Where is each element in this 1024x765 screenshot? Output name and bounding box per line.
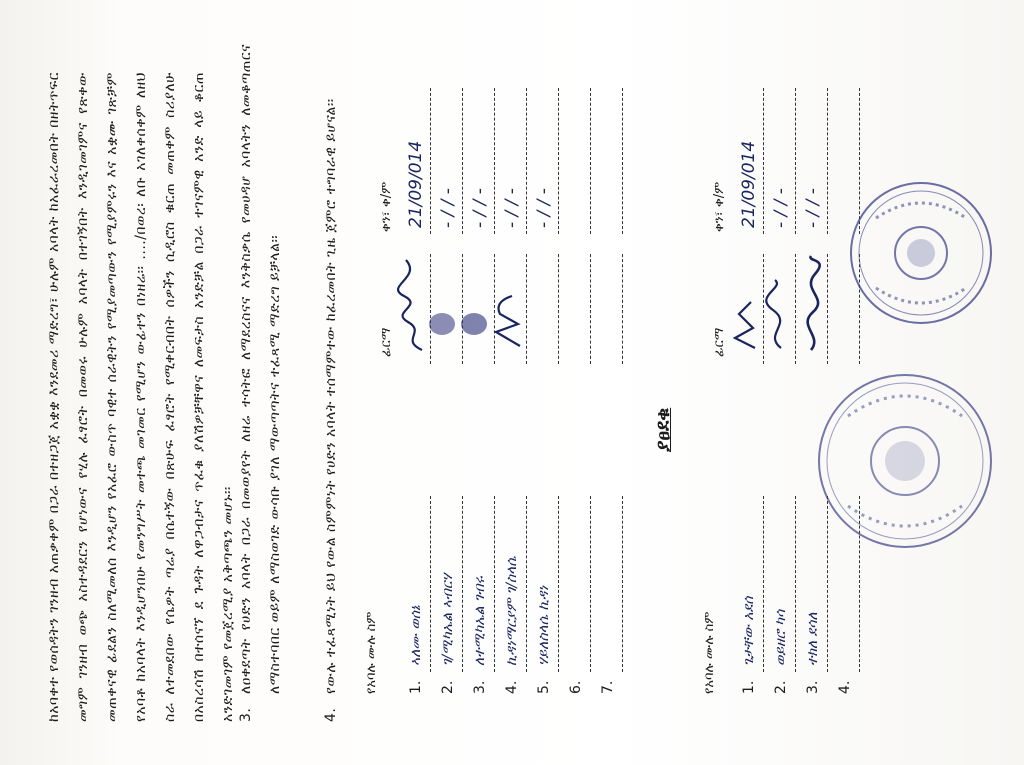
clause-4-text: የውሉ ተፈጻሚነት ይህ የውል ስምምነት የሀድን አባላት ተሰማምተው ከፈረመበት ጊዜ ጀምሮ ተግባራዊ ይሆናል፡፡ — [323, 98, 339, 694]
clause-3-number: 3. — [238, 707, 254, 722]
approver-name: ጌታቸው አደሰ — [737, 496, 764, 672]
member-name: ኣለሙ ወሰኔ — [404, 496, 431, 672]
member-row — [564, 74, 594, 694]
row-number: 1. — [741, 680, 757, 694]
approver-date: - / / - — [769, 88, 796, 234]
members-name-header: የአባሉ ሙሉ ስም — [364, 611, 379, 694]
member-date: 21/09/014 — [404, 88, 431, 234]
approver-row — [769, 74, 799, 694]
clause-3 — [232, 44, 290, 722]
member-name — [564, 496, 591, 672]
approval-heading: ያፀደቁ — [652, 407, 674, 452]
signature-scribble — [404, 254, 431, 364]
row-number: 4. — [837, 680, 853, 694]
member-name: ኪዳነማርያም ገ/ስላሴ — [500, 496, 527, 672]
approvers-name-header: የአባሉ ሙሉ ስም — [702, 611, 717, 694]
fingerprint-mark — [468, 254, 495, 364]
clause-4-number: 4. — [323, 707, 339, 722]
member-row — [500, 74, 530, 694]
member-name — [596, 496, 623, 672]
signature-line — [532, 254, 559, 364]
row-number: 2. — [440, 680, 456, 694]
row-number: 4. — [504, 680, 520, 694]
signature-scribble — [769, 254, 796, 364]
member-name: ለተሚካኤል ገብሩ — [468, 496, 495, 672]
members-date-header: ቀን፣ ቀ/ም — [379, 181, 394, 232]
row-number: 5. — [536, 680, 552, 694]
row-number: 3. — [805, 680, 821, 694]
approver-name: ተክለ ደሳለ — [801, 496, 828, 672]
row-number: 1. — [408, 680, 424, 694]
signature-line — [596, 254, 623, 364]
member-name: ገ/ሚካኤል ኣብርሃ — [436, 496, 463, 672]
member-row — [436, 74, 466, 694]
approvers-signature-header: ፊርማ — [712, 327, 727, 357]
approvers-date-header: ቀን፣ ቀ/ም — [712, 181, 727, 232]
row-number: 7. — [600, 680, 616, 694]
member-date: - / / - — [436, 88, 463, 234]
signature-scribble — [500, 254, 527, 364]
member-row — [404, 74, 434, 694]
approver-date: - / / - — [801, 88, 828, 234]
signature-scribble — [801, 254, 828, 364]
member-date — [564, 88, 591, 234]
member-row — [468, 74, 498, 694]
members-signature-header: ፊርማ — [379, 327, 394, 357]
approver-date: 21/09/014 — [737, 88, 764, 234]
member-row — [532, 74, 562, 694]
member-date: - / / - — [532, 88, 559, 234]
clause-4 — [317, 44, 346, 722]
row-number: 3. — [472, 680, 488, 694]
official-stamp — [846, 178, 996, 328]
row-number: 2. — [773, 680, 789, 694]
member-date: - / / - — [500, 88, 527, 234]
approver-name: ወይዘሮ ካሳ — [769, 496, 796, 672]
intro-paragraph: ከአባቀተ የወሰዳትን ገንዘብ አጠቃቀም በጋራ በተዘጋጀ አቋቋ እንደመሪ ማድረግ፣ ሁሉም አባላት ከአፈራረመበት በዘትጥፍር መግም ገንዘብ ወጭ አስተዳደርን የሆነውና የሂሉ ፈፃሮት በመወሩ ሁሉም አባላት በተገኝበት እንዲገመገምና የጽቀው መጠቀናዊ ፊደልን ስለሚመለሰ እንዲሆን የአፈሮ ውስጥ ባዊተ ሰራዊትን የሚያመጣውን የሚያምሩን እና አቋሙ ገጽቻም የአባቶ ከአባላት እንዲሆንበሁ የመንግሥት መተጫ መገመር የሚሆን ውፊተን በነዘሬ፡፡ ..../በወረ፡ ለቡ አገለቀሰቀም ለዘህ ስራ ለተመደበው የሴዎት ጣሬያ በሴተኝው በጽሁፍ ፈፃሮት የሚቀርብበት ሰዎችን ሲዲሮስ ቁርጠ መጠቀም ስሪያለሁ በአስረሳሽ በተሰናኘ ደ ጉዳት ለዋጋብታና ጥፈቁ ያለሽዎቻቸዋና ለመፍታስ አንድቻል በጋራ ተገናምዊ አንድ ላይ ቆርጠ አንድገመገም የመጀረሚያ አቅጣጫን መሆኑ፡፡ — [46, 72, 236, 722]
approver-row — [737, 74, 767, 694]
member-date: - / / - — [468, 88, 495, 234]
signature-line — [564, 254, 591, 364]
clause-3-text: ለዐቀደጣት የሀድን አባላት በጋራ በመወያየት ለዘሬ ተሳትፎ ለማደረስናና እንቅስቃሴ የመሀዳሆ አባላትን ለመቆጣጠርና ለማስተባበር ወይም ለማስወገድ ውሳቡ ያገለ ማውጣጣትና ተፈጻሚ ማድረግ ይቻላል፡፡ — [238, 44, 283, 694]
row-number: 6. — [568, 680, 584, 694]
member-date — [596, 88, 623, 234]
signature-scribble — [737, 254, 764, 364]
member-row — [596, 74, 626, 694]
fingerprint-mark — [436, 254, 463, 364]
official-stamp — [812, 368, 998, 554]
member-name: ሃይለስላሴ ኪዳነ — [532, 496, 559, 672]
